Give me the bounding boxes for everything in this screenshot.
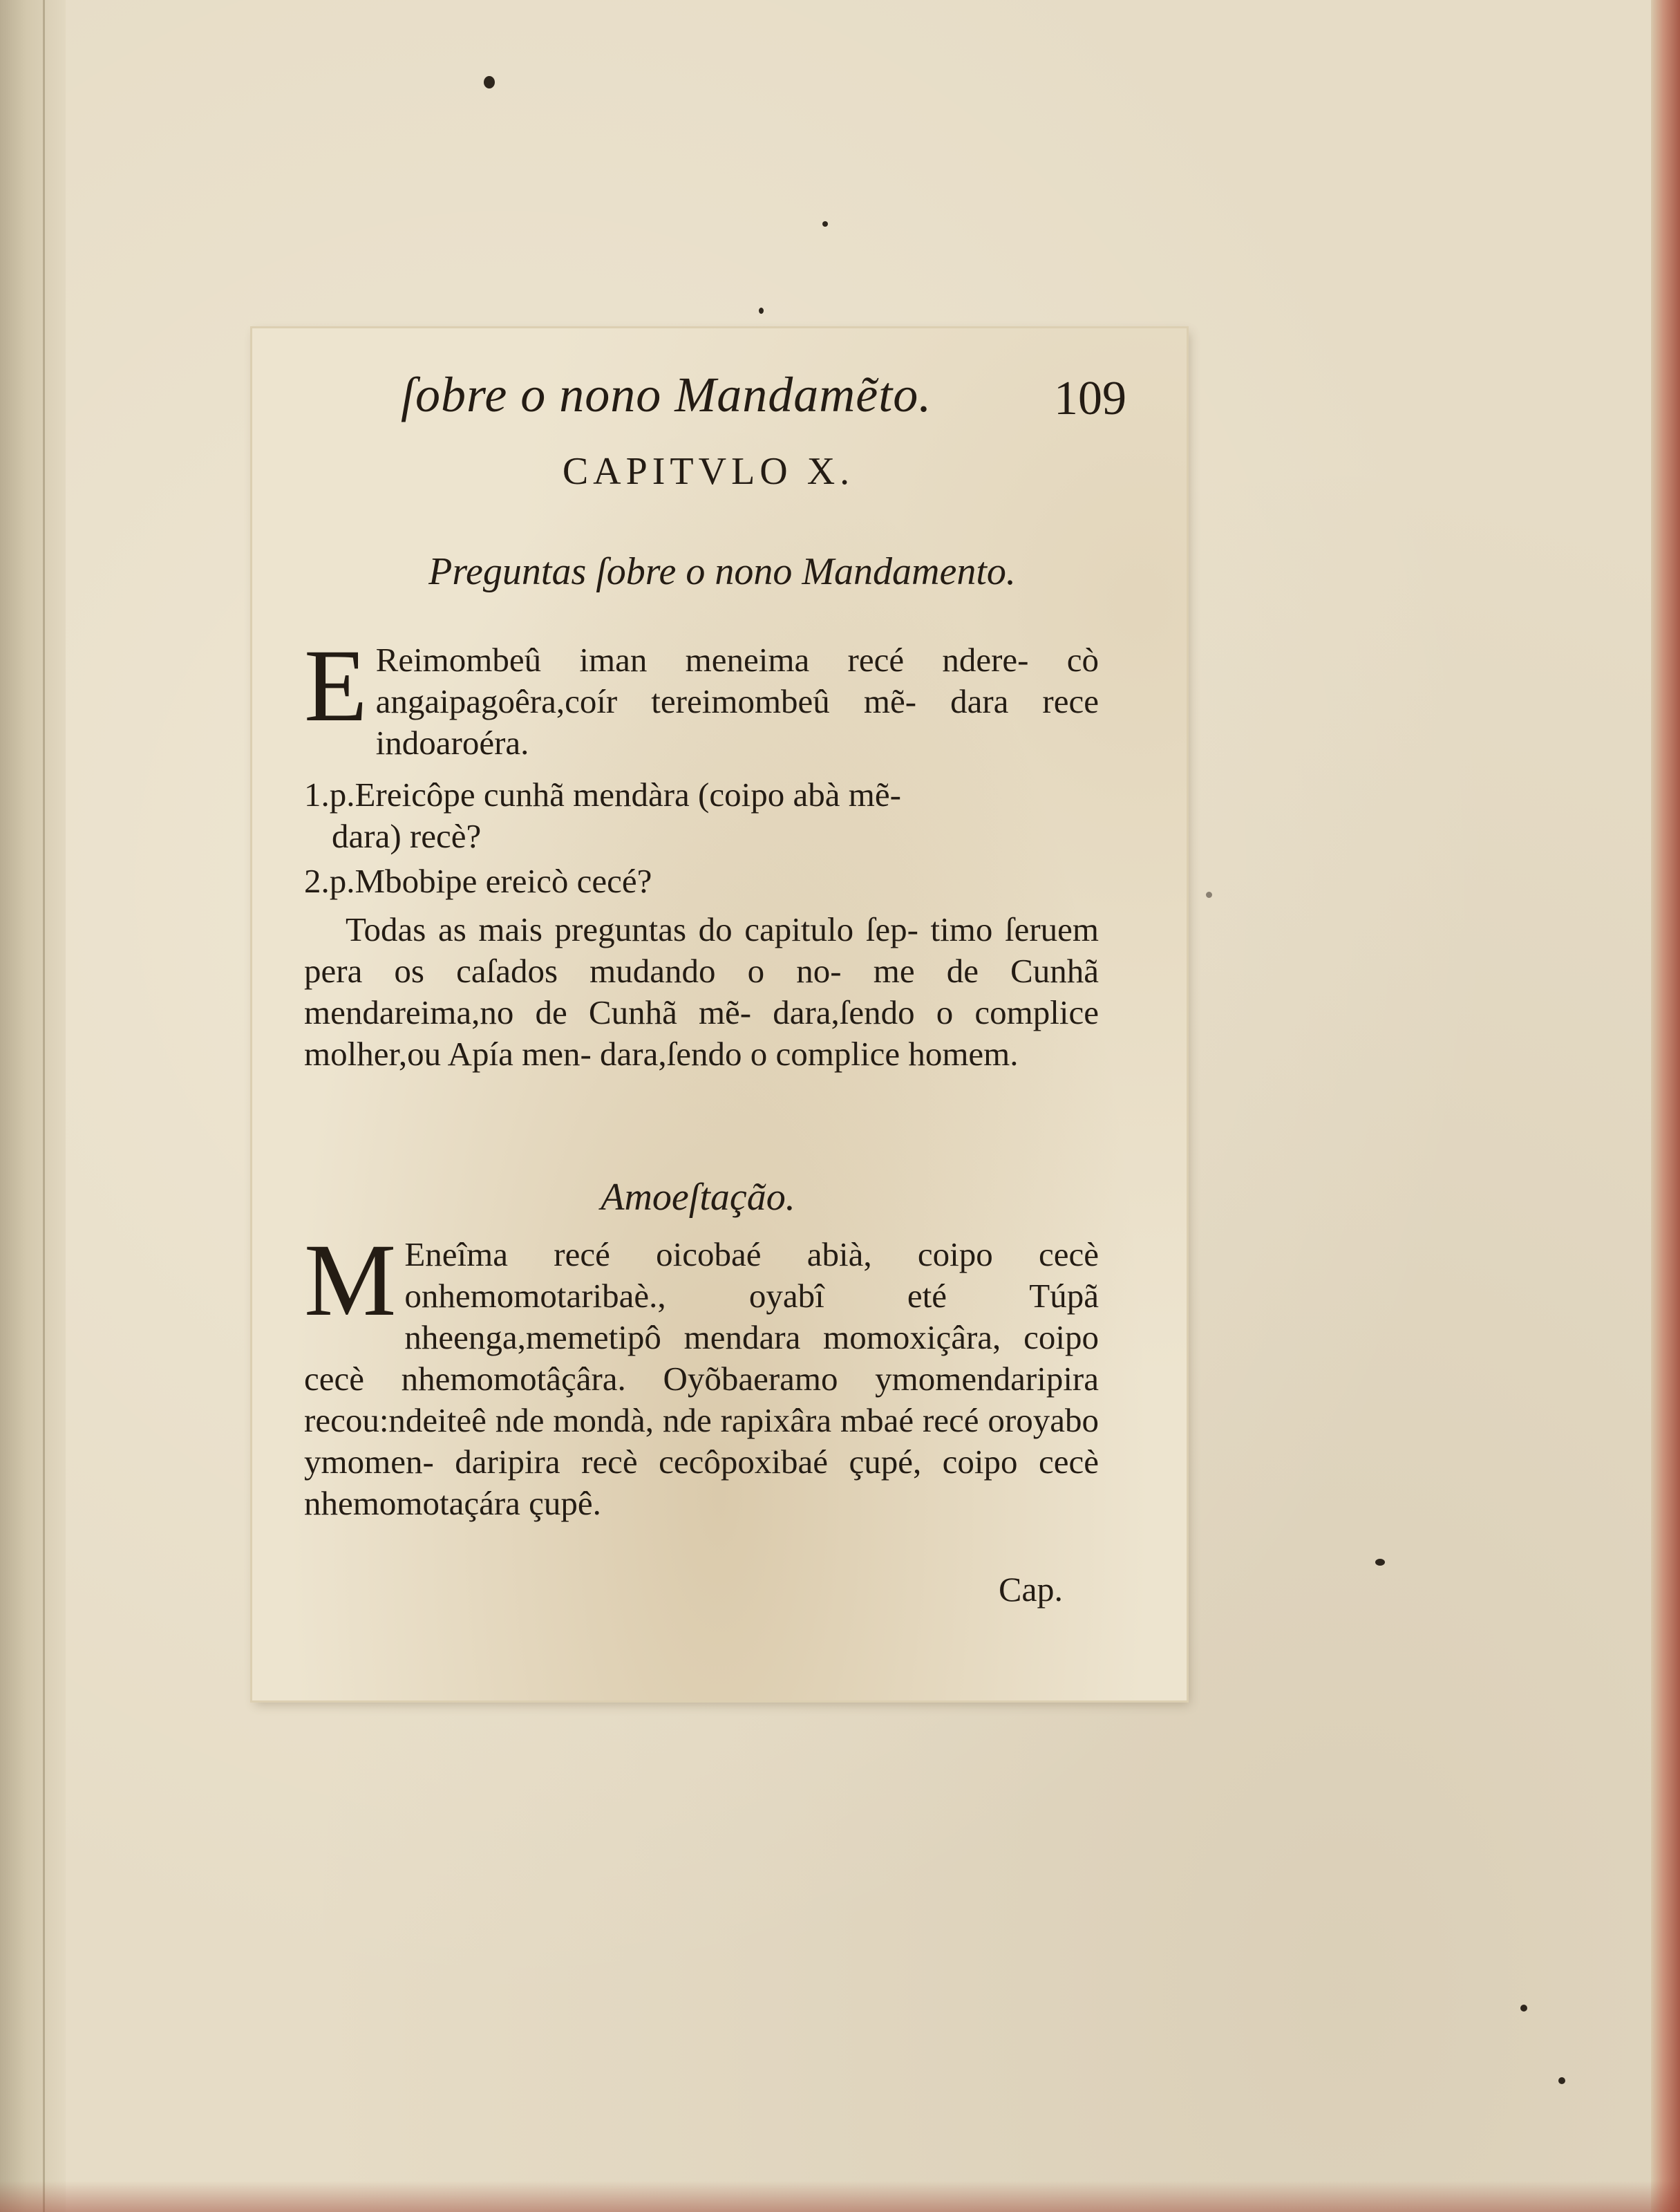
drop-cap-e: E [304, 628, 368, 743]
ink-speck [484, 76, 495, 88]
chapter-subtitle: Preguntas ſobre o nono Mandamento. [428, 550, 1016, 593]
catchword: Cap. [999, 1570, 1064, 1609]
question-1-line-2: dara) recè? [332, 817, 482, 855]
paragraph-1-text: Reimombeû iman meneima recé ndere- cò angaipagoêra,coír tereimombeû mẽ- dara rece indoaroéra. [375, 641, 1099, 762]
bottom-page-edge [0, 2181, 1680, 2212]
red-page-edge [1651, 0, 1680, 2212]
pasted-text-slip [252, 328, 1187, 1700]
paragraph-1 [304, 628, 1099, 764]
ink-speck [1558, 2077, 1565, 2084]
paragraph-3 [304, 1223, 1099, 1524]
ink-speck [759, 308, 764, 314]
gutter-shadow [0, 0, 66, 2212]
question-1-line-1: 1.p.Ereicôpe cunhã mendàra (coipo abà mẽ- [304, 776, 901, 814]
paragraph-2: Todas as mais preguntas do capitulo ſep- timo ſeruem pera os caſados mudando o no- me de Cunhã mendareima,no de Cunhã mẽ- dara,ſendo o complice molher,ou Apía men- dara,ſendo o complice homem. [304, 910, 1099, 1073]
page-number: 109 [1054, 372, 1126, 425]
running-head: ſobre o nono Mandamẽto. [401, 367, 932, 422]
ink-speck [1520, 2005, 1527, 2012]
drop-cap-m: M [304, 1223, 397, 1338]
question-2 [304, 861, 1099, 902]
section-title: Amoeſtação. [601, 1176, 795, 1219]
chapter-title: CAPITVLO X. [562, 450, 855, 493]
paragraph-3-text: Eneîma recé oicobaé abià, coipo cecè onhemomotaribaè., oyabî eté Túpã nheenga,memetipô mendara momoxiçâra, coipo cecè nhemomotâçâra. Oyõbaeramo ymomendaripira recou:ndeiteê nde mondà, nde rapixâra mbaé recé oroyabo ymomen- daripira recè cecôpoxibaé çupé, coipo cecè nhemomotaçára çupê. [304, 1235, 1099, 1522]
ink-speck [822, 221, 828, 227]
ink-speck [1375, 1559, 1385, 1566]
ink-speck [1206, 892, 1212, 898]
question-1 [304, 774, 1099, 857]
fold-line [43, 0, 45, 2212]
question-2-line-1: 2.p.Mbobipe ereicò cecé? [304, 862, 652, 900]
